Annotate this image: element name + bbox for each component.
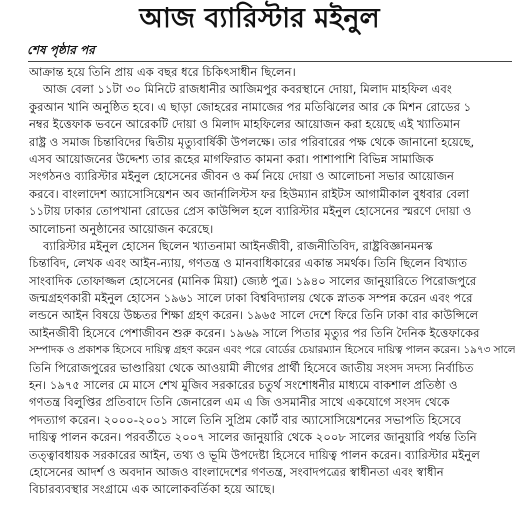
article-line: সংগঠনও ব্যারিস্টার মইনুল হোসেনের জীবন ও কর্ম নিয়ে দোয়া ও আলোচনা সভার আয়োজন <box>29 169 454 184</box>
article-line: হোসেনের আদর্শ ও অবদান আজও বাংলাদেশের গণতন্ত্র, সংবাদপত্রের স্বাধীনতা এবং স্বাধীন <box>29 464 444 479</box>
article-line: আক্রান্ত হয়ে তিনি প্রায় এক বছর ধরে চিকিৎসাধীন ছিলেন। <box>29 65 296 79</box>
article-line: তত্ত্বাবধায়ক সরকারের আইন, তথ্য ও ভূমি উপদেষ্টা হিসেবে দায়িত্ব পালন করেন। ব্যারিস্টার মইনুল <box>29 447 480 462</box>
headline: আজ ব্যারিস্টার মইনুল <box>139 3 380 34</box>
jump-label: শেষ পৃষ্ঠার পর <box>27 43 95 57</box>
article-line: সম্পাদক ও প্রকাশক হিসেবে দায়িত্ব গ্রহণ করেন এবং পরে বোর্ডের চেয়ারম্যান হিসেবে দায়িত্ব পালন করেন। ১৯৭৩ সালে <box>29 344 515 357</box>
article-line: ১১টায় ঢাকার তোপখানা রোডের প্রেস কাউন্সিল হলে ব্যারিস্টার মইনুল হোসেনের স্মরণে দোয়া ও <box>29 204 472 219</box>
article-line: নম্বর ইত্তেফাক ভবনে আরেকটি দোয়া ও মিলাদ মাহফিলের আয়োজন করা হয়েছে এই খ্যাতিমান <box>29 117 461 132</box>
article-line: লন্ডনে আইন বিষয়ে উচ্চতর শিক্ষা গ্রহণ করেন। ১৯৬৫ সালে দেশে ফিরে তিনি ঢাকা বার কাউন্সিলে <box>29 308 479 323</box>
article-line: গণতন্ত্র বিলুপ্তির প্রতিবাদে তিনি জেনারেল এম এ জি ওসমানীর সাথে একযোগে সংসদ থেকে <box>29 395 450 410</box>
article-line: ব্যারিস্টার মইনুল হোসেন ছিলেন খ্যাতনামা আইনজীবী, রাজনীতিবিদ, রাষ্ট্রবিজ্ঞানমনস্ক <box>43 238 433 253</box>
article-line: এসব আয়োজনের উদ্দেশ্য তার রূহের মাগফিরাত কামনা করা। পাশাপাশি বিভিন্ন সামাজিক <box>29 151 434 166</box>
article-body <box>29 64 515 499</box>
article-line: করবে। বাংলাদেশ অ্যাসোসিয়েশন অব জার্নালিস্টস ফর হিউম্যান রাইটস আগামীকাল বুধবার বেলা <box>29 186 470 201</box>
article-line: হন। ১৯৭৫ সালের মে মাসে শেখ মুজিব সরকারের চতুর্থ সংশোধনীর মাধ্যমে বাকশাল প্রতিষ্ঠা ও <box>29 378 458 393</box>
article-line: সাংবাদিক তোফাজ্জল হোসেনের (মানিক মিয়া) জ্যেষ্ঠ পুত্র। ১৯৪০ সালের জানুয়ারিতে পিরোজপুরে <box>29 273 477 288</box>
article-line: জন্মগ্রহণকারী মইনুল হোসেন ১৯৬১ সালে ঢাকা বিশ্ববিদ্যালয় থেকে স্নাতক সম্পন্ন করেন এবং পরে <box>29 291 473 306</box>
article-line: কুরআন খানি অনুষ্ঠিত হবে। এ ছাড়া জোহরের নামাজের পর মতিঝিলের আর কে মিশন রোডের ১ <box>29 99 472 114</box>
article-line: আইনজীবী হিসেবে পেশাজীবন শুরু করেন। ১৯৬৯ সালে পিতার মৃত্যুর পর তিনি দৈনিক ইত্তেফাকের <box>29 325 480 340</box>
article-line: বিচারব্যবস্থার সংগ্রামে এক আলোকবর্তিকা হয়ে আছে। <box>29 482 275 497</box>
article-line: পদত্যাগ করেন। ২০০০-২০০১ সালে তিনি সুপ্রিম কোর্ট বার অ্যাসোসিয়েশনের সভাপতি হিসেবে <box>29 412 461 427</box>
article-line: তিনি পিরোজপুরের ভাণ্ডারিয়া থেকে আওয়ামী লীগের প্রার্থী হিসেবে জাতীয় সংসদ সদস্য নির্বাচিত <box>29 360 474 375</box>
article-line: রাষ্ট্র ও সমাজ চিন্তাবিদের দ্বিতীয় মৃত্যুবার্ষিকী উপলক্ষে। তার পরিবারের পক্ষ থেকে জানানো হয়েছে, <box>29 134 475 149</box>
article-line: দায়িত্ব পালন করেন। পরবর্তীতে ২০০৭ সালের জানুয়ারি থেকে ২০০৮ সালের জানুয়ারি পর্যন্ত তিনি <box>29 430 477 445</box>
article-line: আজ বেলা ১১টা ৩০ মিনিটে রাজধানীর আজিমপুর কবরস্থানে দোয়া, মিলাদ মাহফিল এবং <box>43 82 452 97</box>
divider-rule <box>28 61 512 62</box>
article-line: আলোচনা অনুষ্ঠানের আয়োজন করেছে। <box>29 221 214 236</box>
article-line: চিন্তাবিদ, লেখক এবং আইন-ন্যায়, গণতন্ত্র ও মানবাধিকারের একান্ত সমর্থক। তিনি ছিলেন বিখ্যাত <box>29 256 468 271</box>
